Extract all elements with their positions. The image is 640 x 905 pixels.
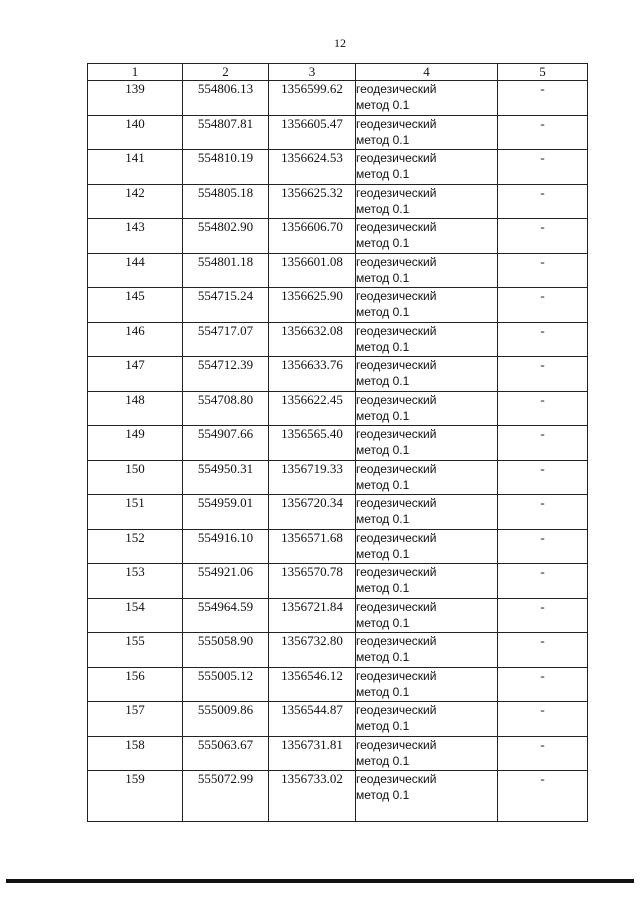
method-text-line-1: геодезический [356, 599, 437, 614]
method-text-line-1: геодезический [356, 358, 437, 372]
point-number-cell: 159 [88, 771, 183, 822]
method-text-line-1: геодезический [356, 634, 437, 648]
method-text-line-2: метод 0.1 [356, 684, 410, 699]
column-5-cell: - [498, 702, 588, 737]
column-5-cell: - [498, 460, 588, 495]
column-5-cell: - [498, 288, 588, 323]
y-coordinate-cell: 1356570.78 [269, 564, 356, 599]
table-row [88, 150, 588, 185]
point-number-cell: 147 [88, 357, 183, 392]
method-text-line-2: метод 0.1 [356, 615, 410, 630]
method-cell [356, 633, 498, 668]
x-coordinate-cell: 554921.06 [183, 564, 269, 599]
y-coordinate-cell: 1356632.08 [269, 322, 356, 357]
y-coordinate-cell: 1356633.76 [269, 357, 356, 392]
y-coordinate-cell: 1356625.32 [269, 184, 356, 219]
method-text-line-2: метод 0.1 [356, 581, 410, 595]
method-text-line-2: метод 0.1 [356, 788, 410, 802]
table-row [88, 426, 588, 461]
x-coordinate-cell: 554916.10 [183, 529, 269, 564]
method-text-line-2: метод 0.1 [356, 477, 410, 492]
column-5-cell: - [498, 564, 588, 599]
method-cell [356, 219, 498, 254]
method-cell [356, 426, 498, 461]
point-number-cell: 142 [88, 184, 183, 219]
method-text-line-2: метод 0.1 [356, 753, 410, 768]
x-coordinate-cell: 554708.80 [183, 391, 269, 426]
method-cell [356, 460, 498, 495]
y-coordinate-cell: 1356731.81 [269, 736, 356, 771]
x-coordinate-cell: 554805.18 [183, 184, 269, 219]
x-coordinate-cell: 554964.59 [183, 598, 269, 633]
method-text-line-1: геодезический [356, 668, 437, 683]
table-row [88, 115, 588, 150]
point-number-cell: 154 [88, 598, 183, 633]
column-header: 1 [88, 64, 183, 81]
table-header-row [88, 64, 588, 81]
x-coordinate-cell: 554806.13 [183, 81, 269, 116]
method-text-line-1: геодезический [356, 427, 437, 441]
method-text-line-2: метод 0.1 [356, 167, 410, 181]
method-text-line-1: геодезический [356, 254, 437, 269]
point-number-cell: 140 [88, 115, 183, 150]
method-cell [356, 253, 498, 288]
column-5-cell: - [498, 81, 588, 116]
point-number-cell: 155 [88, 633, 183, 668]
point-number-cell: 141 [88, 150, 183, 185]
table-row [88, 219, 588, 254]
column-5-cell: - [498, 771, 588, 822]
table-row [88, 667, 588, 702]
method-cell [356, 150, 498, 185]
table-row [88, 460, 588, 495]
y-coordinate-cell: 1356721.84 [269, 598, 356, 633]
table-row [88, 564, 588, 599]
point-number-cell: 148 [88, 391, 183, 426]
column-5-cell: - [498, 667, 588, 702]
method-cell [356, 322, 498, 357]
column-5-cell: - [498, 115, 588, 150]
y-coordinate-cell: 1356733.02 [269, 771, 356, 822]
y-coordinate-cell: 1356571.68 [269, 529, 356, 564]
method-text-line-2: метод 0.1 [356, 98, 410, 112]
y-coordinate-cell: 1356606.70 [269, 219, 356, 254]
method-text-line-2: метод 0.1 [356, 305, 410, 319]
method-cell [356, 564, 498, 599]
method-text-line-1: геодезический [356, 737, 437, 752]
y-coordinate-cell: 1356565.40 [269, 426, 356, 461]
column-5-cell: - [498, 219, 588, 254]
table-row [88, 81, 588, 116]
bottom-rule [6, 879, 634, 883]
table-row [88, 288, 588, 323]
table-row [88, 391, 588, 426]
point-number-cell: 156 [88, 667, 183, 702]
x-coordinate-cell: 555009.86 [183, 702, 269, 737]
y-coordinate-cell: 1356599.62 [269, 81, 356, 116]
method-cell [356, 495, 498, 530]
point-number-cell: 139 [88, 81, 183, 116]
column-5-cell: - [498, 150, 588, 185]
column-5-cell: - [498, 736, 588, 771]
table-row [88, 529, 588, 564]
table-row [88, 633, 588, 668]
y-coordinate-cell: 1356605.47 [269, 115, 356, 150]
table-row [88, 771, 588, 822]
method-cell [356, 391, 498, 426]
x-coordinate-cell: 554950.31 [183, 460, 269, 495]
method-cell [356, 771, 498, 822]
y-coordinate-cell: 1356544.87 [269, 702, 356, 737]
method-text-line-2: метод 0.1 [356, 201, 410, 216]
x-coordinate-cell: 554907.66 [183, 426, 269, 461]
y-coordinate-cell: 1356719.33 [269, 460, 356, 495]
method-cell [356, 598, 498, 633]
column-5-cell: - [498, 529, 588, 564]
y-coordinate-cell: 1356625.90 [269, 288, 356, 323]
method-cell [356, 357, 498, 392]
table-row [88, 184, 588, 219]
method-text-line-2: метод 0.1 [356, 270, 410, 285]
table-row [88, 357, 588, 392]
method-text-line-1: геодезический [356, 185, 437, 200]
y-coordinate-cell: 1356601.08 [269, 253, 356, 288]
method-text-line-1: геодезический [356, 496, 437, 510]
table-row [88, 736, 588, 771]
method-text-line-2: метод 0.1 [356, 339, 410, 354]
column-5-cell: - [498, 633, 588, 668]
method-text-line-2: метод 0.1 [356, 650, 410, 664]
table-row [88, 253, 588, 288]
method-text-line-1: геодезический [356, 703, 437, 717]
x-coordinate-cell: 555005.12 [183, 667, 269, 702]
column-5-cell: - [498, 322, 588, 357]
x-coordinate-cell: 554807.81 [183, 115, 269, 150]
table-row [88, 702, 588, 737]
x-coordinate-cell: 554959.01 [183, 495, 269, 530]
point-number-cell: 149 [88, 426, 183, 461]
x-coordinate-cell: 554712.39 [183, 357, 269, 392]
method-cell [356, 529, 498, 564]
column-5-cell: - [498, 426, 588, 461]
column-header: 5 [498, 64, 588, 81]
method-text-line-1: геодезический [356, 530, 437, 545]
method-cell [356, 288, 498, 323]
point-number-cell: 146 [88, 322, 183, 357]
x-coordinate-cell: 554801.18 [183, 253, 269, 288]
column-header: 3 [269, 64, 356, 81]
column-5-cell: - [498, 598, 588, 633]
method-cell [356, 115, 498, 150]
coordinates-table [87, 63, 588, 822]
column-header: 4 [356, 64, 498, 81]
point-number-cell: 151 [88, 495, 183, 530]
method-text-line-1: геодезический [356, 392, 437, 407]
x-coordinate-cell: 554715.24 [183, 288, 269, 323]
point-number-cell: 157 [88, 702, 183, 737]
method-cell [356, 667, 498, 702]
method-text-line-2: метод 0.1 [356, 132, 410, 147]
method-text-line-1: геодезический [356, 116, 437, 131]
method-text-line-2: метод 0.1 [356, 719, 410, 733]
method-text-line-1: геодезический [356, 461, 437, 476]
column-5-cell: - [498, 495, 588, 530]
method-text-line-2: метод 0.1 [356, 443, 410, 457]
x-coordinate-cell: 555058.90 [183, 633, 269, 668]
method-cell [356, 81, 498, 116]
method-text-line-1: геодезический [356, 151, 437, 165]
x-coordinate-cell: 555072.99 [183, 771, 269, 822]
point-number-cell: 158 [88, 736, 183, 771]
table-row [88, 495, 588, 530]
x-coordinate-cell: 555063.67 [183, 736, 269, 771]
point-number-cell: 144 [88, 253, 183, 288]
method-text-line-2: метод 0.1 [356, 408, 410, 423]
y-coordinate-cell: 1356624.53 [269, 150, 356, 185]
x-coordinate-cell: 554717.07 [183, 322, 269, 357]
y-coordinate-cell: 1356546.12 [269, 667, 356, 702]
method-text-line-1: геодезический [356, 82, 437, 96]
method-text-line-2: метод 0.1 [356, 512, 410, 526]
method-text-line-1: геодезический [356, 220, 437, 234]
y-coordinate-cell: 1356720.34 [269, 495, 356, 530]
column-5-cell: - [498, 391, 588, 426]
x-coordinate-cell: 554810.19 [183, 150, 269, 185]
method-text-line-2: метод 0.1 [356, 546, 410, 561]
point-number-cell: 153 [88, 564, 183, 599]
x-coordinate-cell: 554802.90 [183, 219, 269, 254]
method-cell [356, 702, 498, 737]
column-header: 2 [183, 64, 269, 81]
method-text-line-1: геодезический [356, 772, 437, 786]
table-row [88, 598, 588, 633]
table-row [88, 322, 588, 357]
page-number: 12 [334, 36, 346, 50]
point-number-cell: 143 [88, 219, 183, 254]
method-text-line-1: геодезический [356, 323, 437, 338]
column-5-cell: - [498, 184, 588, 219]
point-number-cell: 145 [88, 288, 183, 323]
method-cell [356, 736, 498, 771]
column-5-cell: - [498, 253, 588, 288]
column-5-cell: - [498, 357, 588, 392]
y-coordinate-cell: 1356622.45 [269, 391, 356, 426]
method-text-line-1: геодезический [356, 565, 437, 579]
method-text-line-2: метод 0.1 [356, 236, 410, 250]
method-text-line-2: метод 0.1 [356, 374, 410, 388]
y-coordinate-cell: 1356732.80 [269, 633, 356, 668]
method-text-line-1: геодезический [356, 289, 437, 303]
method-cell [356, 184, 498, 219]
point-number-cell: 152 [88, 529, 183, 564]
table-body [88, 81, 588, 822]
point-number-cell: 150 [88, 460, 183, 495]
